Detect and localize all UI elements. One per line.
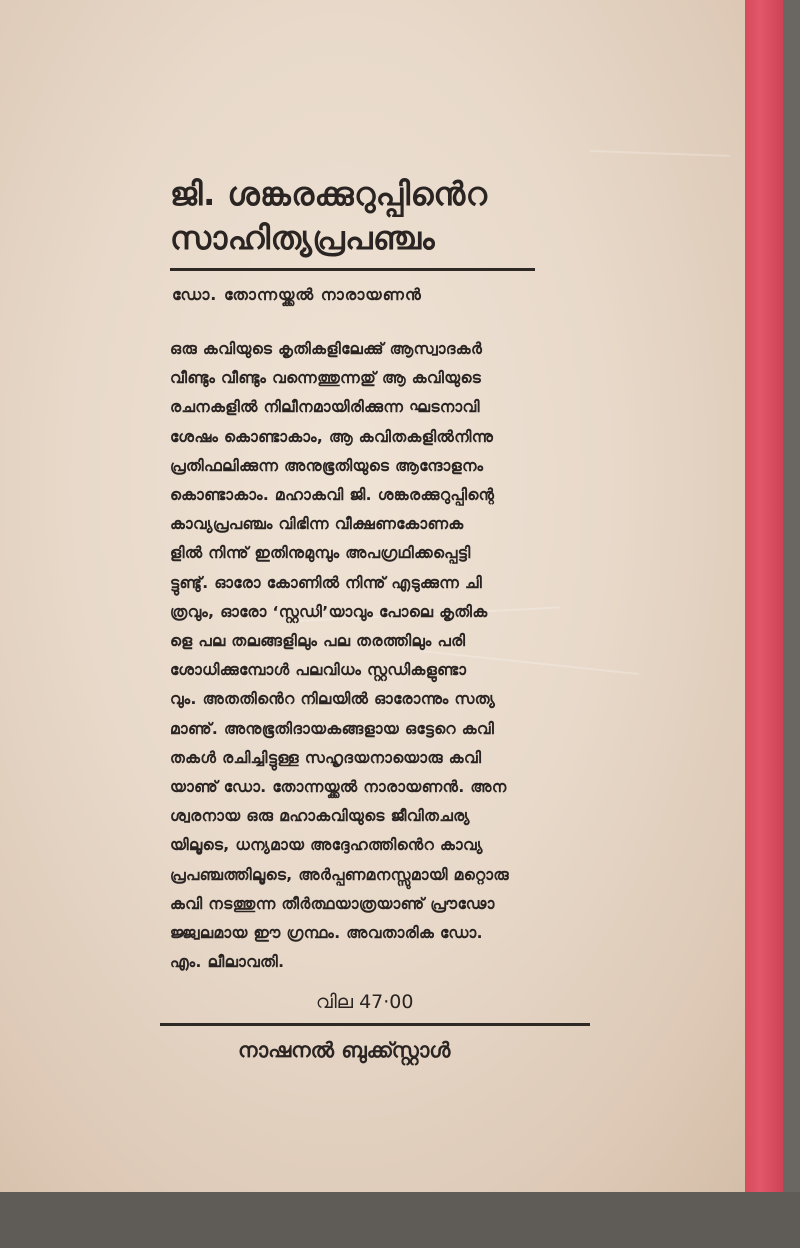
blurb-line: ശേഷം കൊണ്ടാകാം, ആ കവിതകളിൽനിന്നു	[170, 427, 494, 446]
paper-crease	[590, 150, 730, 157]
blurb-line: കാവ്യപ്രപഞ്ചം വിഭിന്ന വീക്ഷണകോണക	[170, 515, 464, 534]
cover-text-block	[160, 172, 610, 1063]
blurb-line: ഒരു കവിയുടെ കൃതികളിലേക്കു് ആസ്വാദകർ	[170, 340, 483, 358]
blurb-line: മാണു്. അനുഭൂതിദായകങ്ങളായ ഒട്ടേറെ കവി	[170, 719, 495, 738]
book-title-line-1: ജി. ശങ്കരക്കുറുപ്പിൻെറ	[170, 175, 488, 213]
publisher-divider	[160, 1023, 590, 1026]
blurb-line: ട്ടുണ്ടു്. ഓരോ കോണിൽ നിന്നു് എടുക്കുന്ന ചി	[170, 573, 483, 592]
blurb-line: കവി നടത്തുന്ന തീർത്ഥയാത്രയാണു് പ്രൗഢോ	[170, 894, 495, 913]
blurb-line: കൊണ്ടാകാം. മഹാകവി ജി. ശങ്കരക്കുറുപ്പിന്റെ	[170, 486, 495, 505]
blurb-line: പ്രപഞ്ചത്തിലൂടെ, അർപ്പണമനസ്സുമായി മറ്റൊരു	[170, 865, 510, 884]
book-spine	[745, 0, 783, 1192]
blurb-paragraph	[170, 335, 610, 977]
blurb-line: എം. ലീലാവതി.	[170, 953, 285, 972]
blurb-line: തകൾ രചിച്ചിട്ടുള്ള സഹൃദയനായൊരു കവി	[170, 748, 482, 767]
price-label: വില 47·00	[316, 991, 414, 1014]
blurb-line: പ്രതിഫലിക്കുന്ന അനുഭൂതിയുടെ ആന്ദോളനം	[170, 456, 484, 475]
blurb-line: ത്രവും, ഓരോ ‘സ്റ്റഡി’യാവും പോലെ കൃതിക	[170, 602, 488, 621]
blurb-line: യാണു് ഡോ. തോന്നയ്ക്കൽ നാരായണൻ. അന	[170, 778, 507, 797]
author-name: ഡോ. തോന്നയ്ക്കൽ നാരായണൻ	[172, 285, 422, 304]
book-title-line-2: സാഹിത്യപ്രപഞ്ചം	[170, 219, 435, 257]
blurb-line: വീണ്ടും വീണ്ടും വന്നെത്തുന്നതു് ആ കവിയുടെ	[170, 369, 482, 388]
table-surface	[0, 1192, 800, 1248]
blurb-line: യിലൂടെ, ധന്യമായ അദ്ദേഹത്തിൻെറ കാവ്യ	[170, 836, 483, 855]
title-divider	[170, 268, 535, 271]
publisher-name: നാഷനൽ ബുക്ക്സ്റ്റാൾ	[238, 1038, 451, 1063]
blurb-line: ളെ പല തലങ്ങളിലും പല തരത്തിലും പരി	[170, 632, 466, 651]
blurb-line: ശോധിക്കുമ്പോൾ പലവിധം സ്റ്റഡികളുണ്ടാ	[170, 661, 467, 680]
blurb-line: ശ്വരനായ ഒരു മഹാകവിയുടെ ജീവിതചര്യ	[170, 807, 470, 826]
blurb-line: ളിൽ നിന്നു് ഇതിനുമുമ്പും അപഗ്രഥിക്കപ്പെട്ടി	[170, 544, 471, 563]
blurb-line: ജ്ജ്വലമായ ഈ ഗ്രന്ഥം. അവതാരിക ഡോ.	[170, 924, 483, 943]
blurb-line: വും. അതതിൻെറ നിലയിൽ ഓരോന്നും സത്യ	[170, 690, 496, 709]
blurb-line: രചനകളിൽ നിലീനമായിരിക്കുന്ന ഘടനാവി	[170, 398, 480, 417]
